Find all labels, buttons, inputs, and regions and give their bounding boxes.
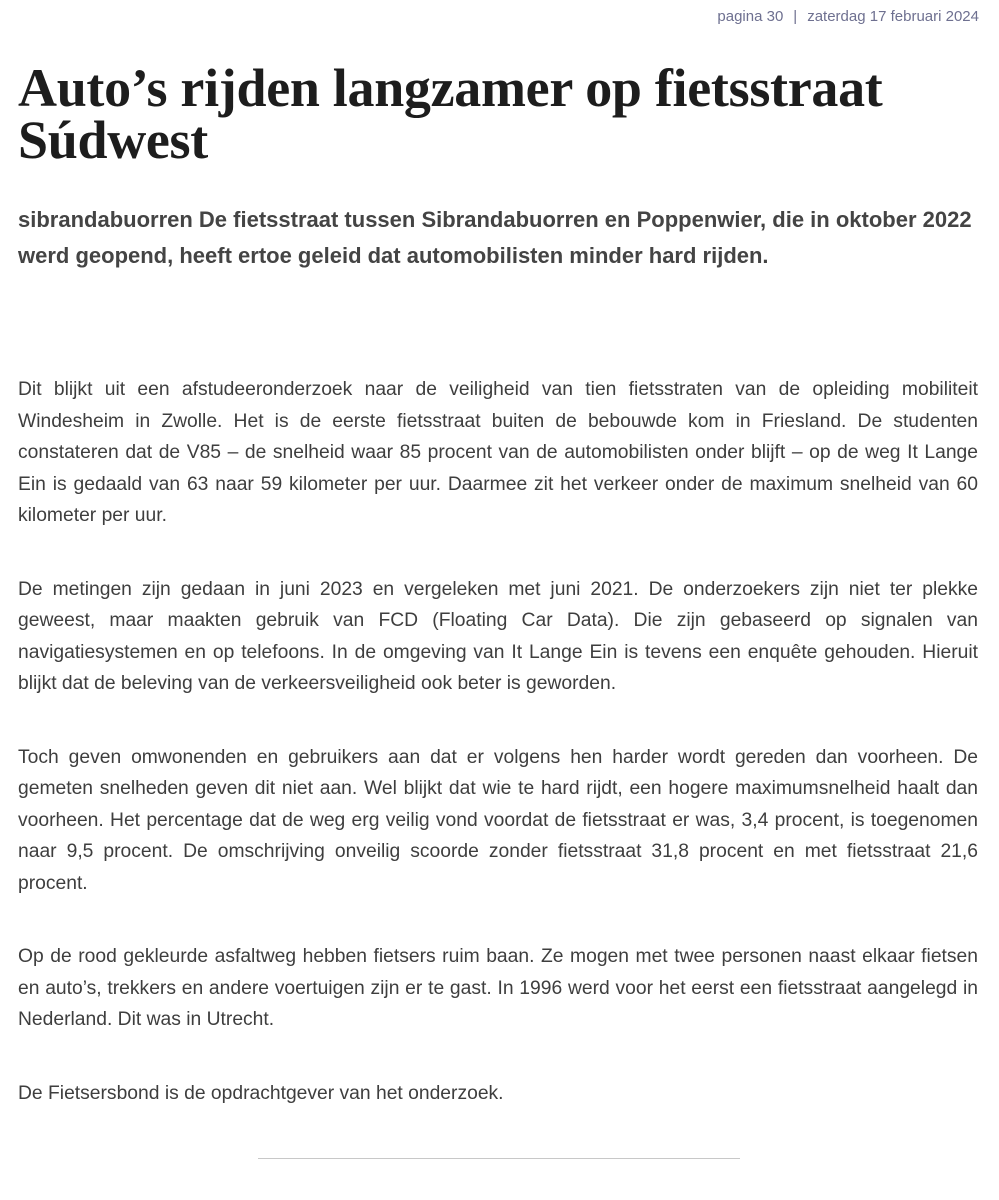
page-number: pagina 30 <box>717 8 784 25</box>
page-meta <box>717 8 979 25</box>
body-paragraph: Op de rood gekleurde asfaltweg hebben fietsers ruim baan. Ze mogen met twee personen naast elkaar fietsen en auto’s, trekkers en andere voertuigen zijn er te gast. In 1996 werd voor het eerst een fietsstraat aangelegd in Nederland. Dit was in Utrecht. <box>18 946 978 1030</box>
publication-date: zaterdag 17 februari 2024 <box>807 8 979 25</box>
article-body <box>18 374 978 1151</box>
article-title: Auto’s rijden langzamer op fietsstraat Súdwest <box>18 58 883 170</box>
article-lead: sibrandabuorren De fietsstraat tussen Sibrandabuorren en Poppenwier, die in oktober 2022 werd geopend, heeft ertoe geleid dat automobilisten minder hard rijden. <box>18 207 972 268</box>
body-paragraph: De Fietsersbond is de opdrachtgever van het onderzoek. <box>18 1082 504 1104</box>
body-paragraph: Toch geven omwonenden en gebruikers aan dat er volgens hen harder wordt gereden dan voorheen. De gemeten snelheden geven dit niet aan. Wel blijkt dat wie te hard rijdt, een hogere maximumsnelheid haalt dan voorheen. Het percentage dat de weg erg veilig vond voordat de fietsstraat er was, 3,4 procent, is toegenomen naar 9,5 procent. De omschrijving onveilig scoorde zonder fietsstraat 31,8 procent en met fietsstraat 21,6 procent. <box>18 746 978 894</box>
article-end-divider <box>258 1158 740 1159</box>
body-paragraph: Dit blijkt uit een afstudeeronderzoek naar de veiligheid van tien fietsstraten van de opleiding mobiliteit Windesheim in Zwolle. Het is de eerste fietsstraat buiten de bebouwde kom in Friesland. De studenten constateren dat de V85 – de snelheid waar 85 procent van de automobilisten onder blijft – op de weg It Lange Ein is gedaald van 63 naar 59 kilometer per uur. Daarmee zit het verkeer onder de maximum snelheid van 60 kilometer per uur. <box>18 379 978 526</box>
body-paragraph: De metingen zijn gedaan in juni 2023 en vergeleken met juni 2021. De onderzoekers zijn niet ter plekke geweest, maar maakten gebruik van FCD (Floating Car Data). Die zijn gebaseerd op signalen van navigatiesystemen en op telefoons. In de omgeving van It Lange Ein is tevens een enquête gehouden. Hieruit blijkt dat de beleving van de verkeersveiligheid ook beter is geworden. <box>18 578 978 694</box>
meta-separator: | <box>793 8 798 25</box>
